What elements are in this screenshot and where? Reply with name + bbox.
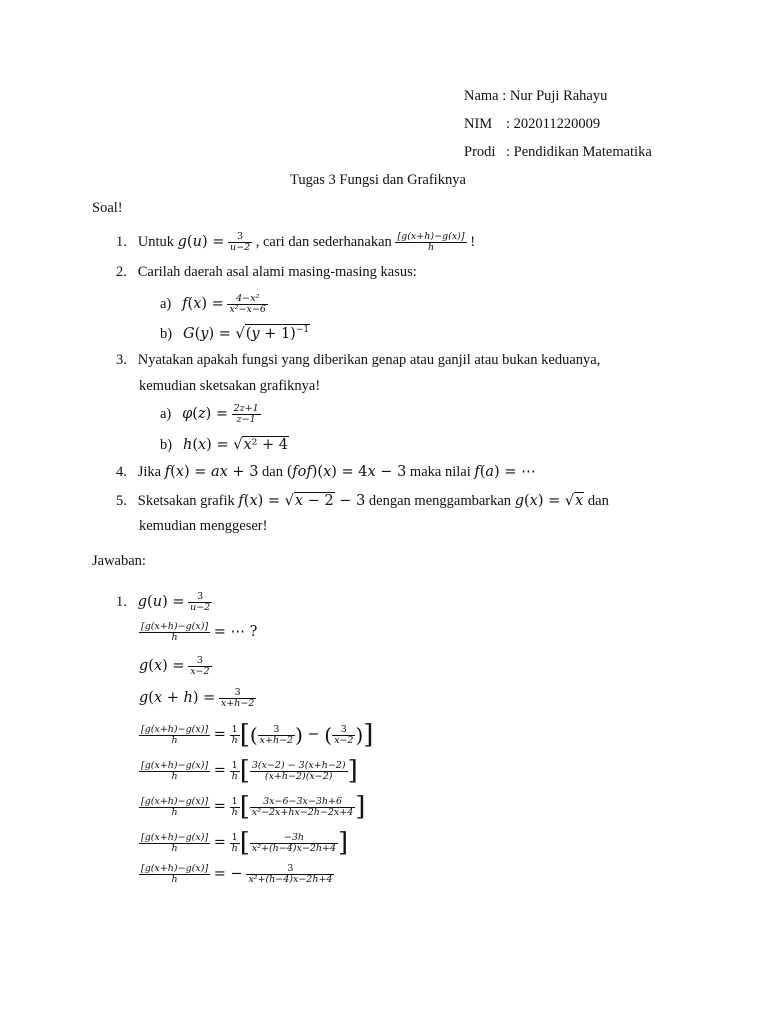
answer-1-line-6: $\frac{[g(x+h)-g(x)]}{h}$ = $\frac{1}{h}$ [ $\frac{3(x-2) - 3(x+h-2)}{(x+h-2)(x-2)}$ ] <box>141 756 358 786</box>
q1-fraction: $\frac{3}{u-2}$ <box>229 231 251 253</box>
answer-1-line-5: $\frac{[g(x+h)-g(x)]}{h}$ = $\frac{1}{h}$ [( $\frac{3}{x+h-2}$ ) − ( $\frac{3}{x-2}$ )] <box>141 720 374 750</box>
answer-1-line-8: $\frac{[g(x+h)-g(x)]}{h}$ = $\frac{1}{h}$ [ $\frac{-3h}{\text{x²+(h−4)x−2h+4}}$ ] <box>141 828 349 858</box>
q1-text-b: , cari dan sederhanakan <box>255 233 392 250</box>
answer-1-line-3: g(x) = $\frac{3}{x-2}$ <box>139 655 210 677</box>
q3-number: 3. <box>116 352 127 368</box>
q1-text-c: ! <box>470 233 476 250</box>
q3-line1: Nyatakan apakah fungsi yang diberikan genap atau ganjil atau bukan keduanya, <box>137 352 601 368</box>
q3-part-a: a) φ(z) = $\frac{2z+1}{z-1}$ <box>160 403 259 425</box>
answer-1-line-2: $\frac{[g(x+h)-g(x)]}{h}$ = ⋯ ? <box>141 621 258 643</box>
nim-row <box>464 116 600 133</box>
name-value: : Nur Puji Rahayu <box>502 88 608 104</box>
answer-1-line-1: 1. g(u) = $\frac{3}{u-2}$ <box>116 591 211 613</box>
q3-line2: kemudian sketsakan grafiknya! <box>139 378 321 394</box>
question-4: 4. Jika f(x) = ax + 3 dan (fof)(x) = 4x − 3 maka nilai f(a) = ⋯ <box>116 464 536 480</box>
document-title: Tugas 3 Fungsi dan Grafiknya <box>290 172 466 188</box>
q2-part-a: a) f(x) = $\frac{\text{4−x²}}{\text{x²−x−6}}$ <box>160 293 266 315</box>
jawaban-heading: Jawaban: <box>92 553 146 569</box>
q1-difference-quotient: $\frac{[g(x+h)-g(x)]}{h}$ <box>397 231 465 253</box>
q3-part-b: b) h(x) = √x² + 4 <box>160 437 289 453</box>
prodi-label: Prodi <box>464 144 496 160</box>
q1-text-a: Untuk <box>137 233 174 250</box>
question-3 <box>116 352 600 369</box>
q4-number: 4. <box>116 464 127 480</box>
q5-line2: kemudian menggeser! <box>139 518 268 534</box>
name-row <box>464 88 607 105</box>
question-1: 1. Untuk g(u) = $\frac{3}{u-2}$ , cari dan sederhanakan $\frac{[g(x+h)-g(x)]}{h}$ ! <box>116 231 476 253</box>
q2-part-b: b) $G(y) = √(y + 1)^{-1}$ <box>160 325 310 342</box>
nim-label: NIM <box>464 116 493 132</box>
soal-heading: Soal! <box>92 200 123 216</box>
q5-number: 5. <box>116 493 127 509</box>
q2-text: Carilah daerah asal alami masing-masing kasus: <box>137 264 417 280</box>
question-2 <box>116 264 417 281</box>
answer-1-line-4: g(x + h) = $\frac{3}{x+h-2}$ <box>139 687 255 709</box>
nim-value: : 202011220009 <box>506 116 601 132</box>
q1-number: 1. <box>116 233 127 250</box>
answer-1-line-9: $\frac{[g(x+h)-g(x)]}{h}$ = − $\frac{3}{\text{x²+(h−4)x−2h+4}}$ <box>141 863 333 885</box>
answer-1-line-7: $\frac{[g(x+h)-g(x)]}{h}$ = $\frac{1}{h}$ [ $\frac{3x-6-3x-3h+6}{\text{x²−2x+hx−2h−2x+4}}$ ] <box>141 792 366 822</box>
question-5: 5. Sketsakan grafik f(x) = √x − 2 − 3 dengan menggambarkan g(x) = √x dan <box>116 493 609 509</box>
prodi-value: : Pendidikan Matematika <box>506 144 652 160</box>
prodi-row <box>464 144 652 161</box>
q2-number: 2. <box>116 264 127 280</box>
answer-1-number: 1. <box>116 593 127 610</box>
name-label: Nama <box>464 88 499 104</box>
q1-formula-g: g <box>177 233 187 250</box>
